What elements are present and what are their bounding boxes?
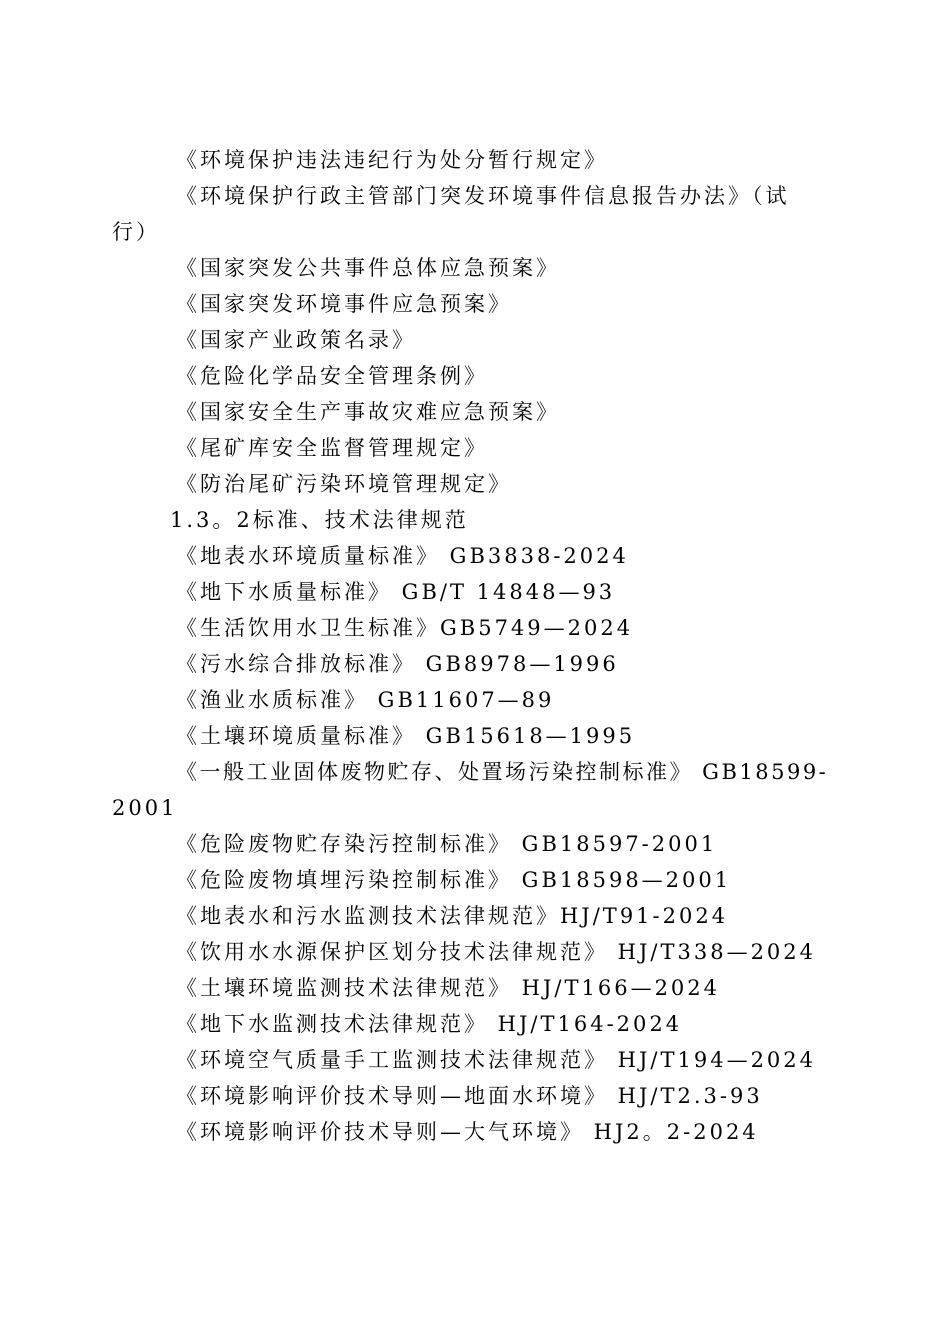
law-item-continuation: 行） xyxy=(112,220,160,244)
standard-item: 《危险废物贮存染污控制标准》 GB18597-2001 xyxy=(176,832,718,856)
standard-item: 《地表水和污水监测技术法律规范》HJ/T91-2024 xyxy=(176,904,729,928)
standard-item: 《地表水环境质量标准》 GB3838-2024 xyxy=(176,544,629,568)
standard-item-continuation: 2001 xyxy=(112,796,178,820)
standard-item: 《土壤环境监测技术法律规范》 HJ/T166—2024 xyxy=(176,976,721,1000)
standard-item: 《环境影响评价技术导则—地面水环境》 HJ/T2.3-93 xyxy=(176,1084,763,1108)
standard-item: 《地下水质量标准》 GB/T 14848—93 xyxy=(176,580,616,604)
standard-item: 《地下水监测技术法律规范》 HJ/T164-2024 xyxy=(176,1012,683,1036)
standard-item: 《生活饮用水卫生标准》GB5749—2024 xyxy=(176,616,634,640)
standard-item: 《污水综合排放标准》 GB8978—1996 xyxy=(176,652,619,676)
standard-item: 《危险废物填埋污染控制标准》 GB18598—2001 xyxy=(176,868,732,892)
law-item: 《国家突发环境事件应急预案》 xyxy=(176,292,512,316)
standard-item: 《渔业水质标准》 GB11607—89 xyxy=(176,688,555,712)
law-item: 《环境保护违法违纪行为处分暂行规定》 xyxy=(176,148,608,172)
law-item: 《危险化学品安全管理条例》 xyxy=(176,364,488,388)
law-item: 《国家突发公共事件总体应急预案》 xyxy=(176,256,560,280)
document-body xyxy=(112,142,832,1150)
standard-item: 《饮用水水源保护区划分技术法律规范》 HJ/T338—2024 xyxy=(176,940,817,964)
law-item: 《尾矿库安全监督管理规定》 xyxy=(176,436,488,460)
law-item: 《国家产业政策名录》 xyxy=(176,328,416,352)
standard-item: 《一般工业固体废物贮存、处置场污染控制标准》 GB18599- xyxy=(176,760,829,784)
standard-item: 《环境空气质量手工监测技术法律规范》 HJ/T194—2024 xyxy=(176,1048,817,1072)
law-item: 《防治尾矿污染环境管理规定》 xyxy=(176,472,512,496)
law-item: 《国家安全生产事故灾难应急预案》 xyxy=(176,400,560,424)
section-heading: 1.3。2标准、技术法律规范 xyxy=(170,508,469,532)
standard-item: 《环境影响评价技术导则—大气环境》 HJ2。2-2024 xyxy=(176,1120,759,1144)
standard-item: 《土壤环境质量标准》 GB15618—1995 xyxy=(176,724,636,748)
law-item: 《环境保护行政主管部门突发环境事件信息报告办法》（试 xyxy=(176,184,790,208)
